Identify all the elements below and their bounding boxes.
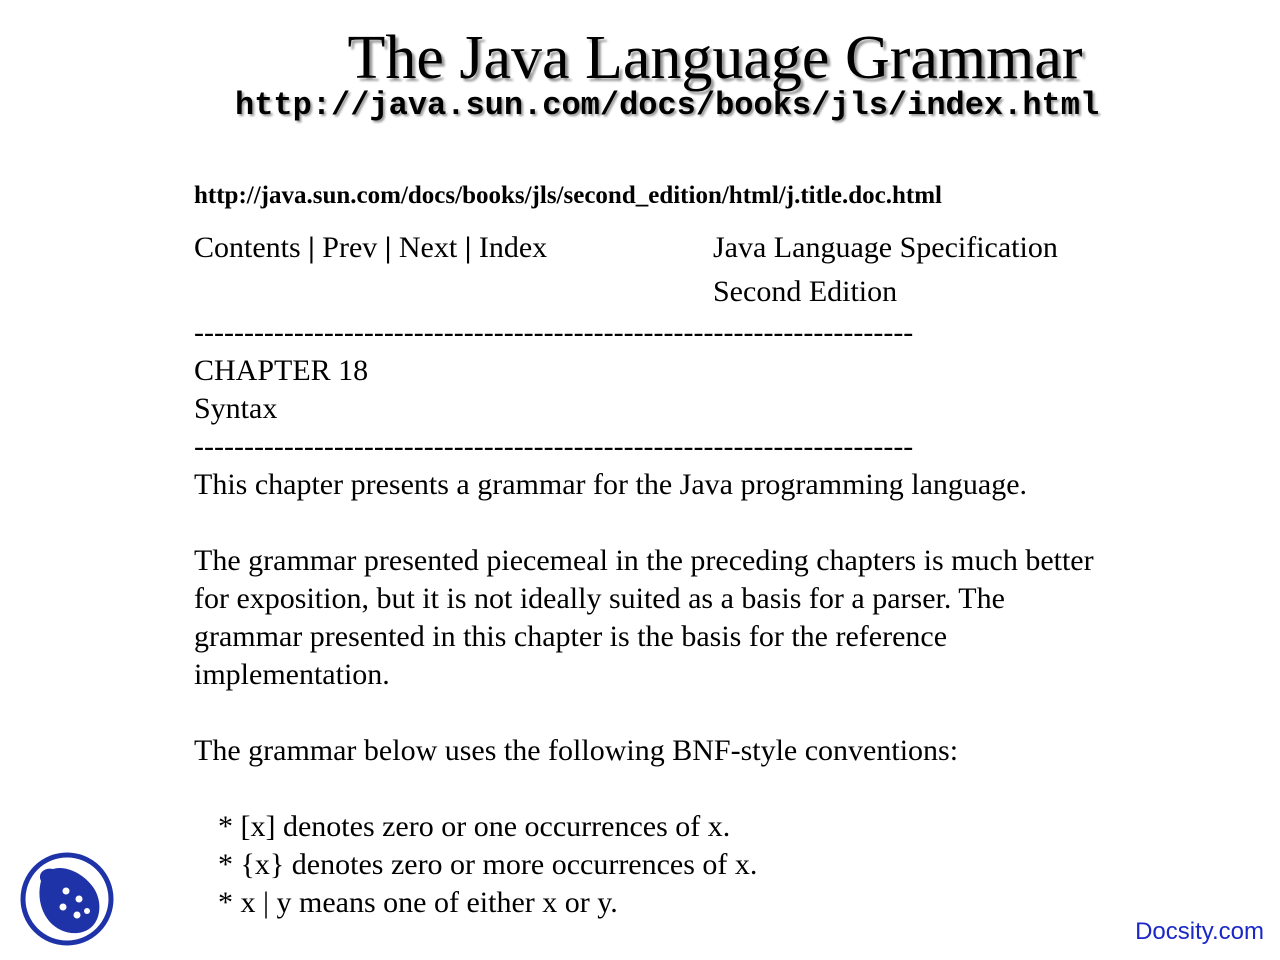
bnf-convention-item: * [x] denotes zero or one occurrences of x. bbox=[218, 810, 731, 843]
bnf-convention-item: * {x} denotes zero or more occurrences of x. bbox=[218, 848, 758, 881]
nav-links bbox=[194, 226, 547, 270]
nav-index-link[interactable]: Index bbox=[478, 231, 548, 264]
spec-header bbox=[713, 226, 1058, 314]
source-url: http://java.sun.com/docs/books/jls/second_edition/html/j.title.doc.html bbox=[194, 182, 942, 209]
bnf-convention-item: * x | y means one of either x or y. bbox=[218, 886, 618, 919]
nav-prev-link[interactable]: Prev bbox=[322, 231, 378, 264]
slide-title: The Java Language Grammar bbox=[347, 24, 1083, 92]
ladybug-logo-icon bbox=[19, 851, 115, 947]
divider-rule: ------------------------------------------------------------------------ bbox=[194, 316, 914, 349]
docsity-brand[interactable]: Docsity.com bbox=[1135, 918, 1264, 945]
paragraph-line: The grammar presented piecemeal in the preceding chapters is much better bbox=[194, 544, 1094, 577]
paragraph-gap bbox=[194, 770, 1194, 808]
paragraph-gap bbox=[194, 694, 1194, 732]
paragraph-line: for exposition, but it is not ideally suited as a basis for a parser. The bbox=[194, 582, 1005, 615]
paragraph-line: grammar presented in this chapter is the basis for the reference bbox=[194, 620, 948, 653]
nav-next-link[interactable]: Next bbox=[398, 231, 458, 264]
slide-content bbox=[194, 178, 1194, 922]
nav-separator: | bbox=[384, 231, 392, 264]
grammar-paragraph bbox=[194, 542, 1194, 694]
conventions-intro: The grammar below uses the following BNF-style conventions: bbox=[194, 734, 959, 767]
chapter-title: Syntax bbox=[194, 392, 278, 425]
divider-rule: ------------------------------------------------------------------------ bbox=[194, 430, 914, 463]
paragraph-gap bbox=[194, 504, 1194, 542]
title-url: http://java.sun.com/docs/books/jls/index.html bbox=[235, 87, 1100, 124]
chapter-number: CHAPTER 18 bbox=[194, 354, 369, 387]
nav-separator: | bbox=[308, 231, 315, 264]
paragraph-line: implementation. bbox=[194, 658, 390, 691]
spec-edition: Second Edition bbox=[713, 275, 898, 308]
nav-separator: | bbox=[464, 231, 472, 264]
nav-contents-link[interactable]: Contents bbox=[194, 231, 301, 264]
nav-row bbox=[194, 226, 1194, 314]
spec-title: Java Language Specification bbox=[713, 231, 1058, 264]
intro-paragraph: This chapter presents a grammar for the Java programming language. bbox=[194, 468, 1028, 501]
